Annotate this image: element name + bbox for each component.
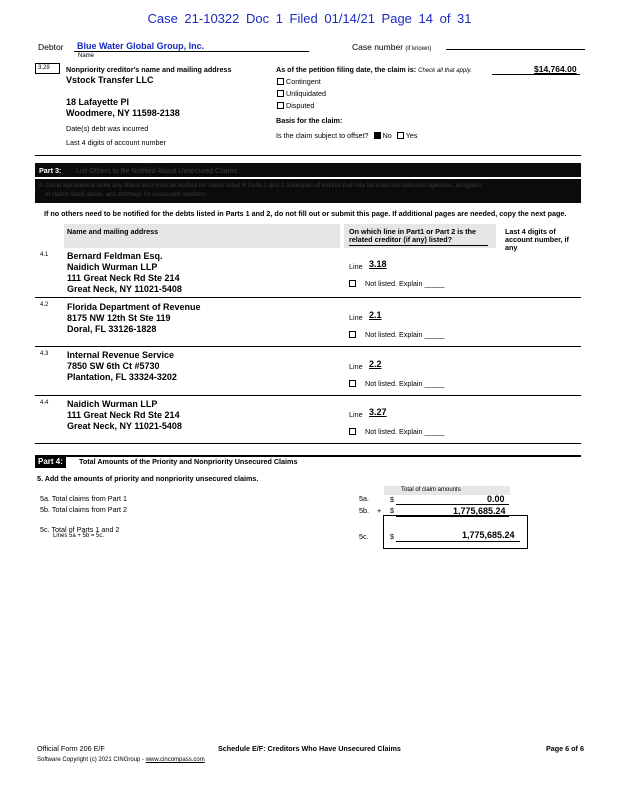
offset-no-checkbox[interactable] <box>374 132 381 139</box>
not-listed-checkbox[interactable] <box>349 280 356 287</box>
entry-line-ref: 2.2 <box>369 359 382 369</box>
debtor-name-caption: Name <box>78 53 95 59</box>
entry-line-label: Line <box>349 410 363 419</box>
col-last4-header-2: account number, if <box>505 235 569 244</box>
entry-address2: Great Neck, NY 11021-5408 <box>67 421 182 431</box>
col-line-header-2: related creditor (if any) listed? <box>349 235 453 244</box>
total-header: Total of claim amounts <box>401 487 461 493</box>
contingent-checkbox[interactable] <box>277 78 284 85</box>
not-listed-checkbox[interactable] <box>349 428 356 435</box>
date-incurred-label: Date(s) debt was incurred <box>66 124 149 133</box>
entry-not-listed[interactable]: Not listed. Explain _____ <box>349 330 445 339</box>
entry-address2: Doral, FL 33126-1828 <box>67 324 157 334</box>
case-number-label: Case number (if known) <box>352 42 432 52</box>
entry-line-ref: 3.18 <box>369 259 387 269</box>
entry-name: Naidich Wurman LLP <box>67 399 158 409</box>
row-5a-dollar: $ <box>390 495 394 504</box>
part3-tag: Part 3: <box>39 166 62 175</box>
row-5b-plus: + <box>377 506 382 515</box>
footer-link[interactable]: www.cincompass.com <box>145 757 205 763</box>
row-5b-dollar: $ <box>390 506 394 515</box>
entry-line-ref: 2.1 <box>369 310 382 320</box>
disputed-checkbox[interactable] <box>277 102 284 109</box>
offset-question: Is the claim subject to offset? No Yes <box>276 131 418 140</box>
claim-amount: $14,764.00 <box>534 64 577 74</box>
entry-line-label: Line <box>349 362 363 371</box>
entry-not-listed[interactable]: Not listed. Explain _____ <box>349 427 445 436</box>
entry-address2: 111 Great Neck Rd Ste 214 <box>67 273 180 283</box>
creditor-address2: Woodmere, NY 11598-2138 <box>66 108 180 118</box>
footer-form: Official Form 206 E/F <box>37 744 105 753</box>
col-name-header: Name and mailing address <box>67 227 159 236</box>
col-last4-header-3: any <box>505 243 518 252</box>
claim-number-box: 3.29 <box>35 63 60 74</box>
entry-address1: Naidich Wurman LLP <box>67 262 158 272</box>
entry-address3: Great Neck, NY 11021-5408 <box>67 284 182 294</box>
part4-instruction: 5. Add the amounts of priority and nonpriority unsecured claims. <box>37 474 259 483</box>
col-line-header-1: On which line in Part1 or Part 2 is the <box>349 227 477 236</box>
row-5c-value: 1,775,685.24 <box>462 530 515 540</box>
entry-line-label: Line <box>349 313 363 322</box>
row-5b-code: 5b. <box>359 506 369 515</box>
part3-desc-line1: 4. List in alphabetical order any others who must be notified for claims listed in Parts 1 and 2. Examples of entities that may be listed are collection agencies, assignees <box>39 183 483 189</box>
creditor-heading: Nonpriority creditor's name and mailing address <box>66 65 232 74</box>
offset-yes-checkbox[interactable] <box>397 132 404 139</box>
row-5a-label: 5a. Total claims from Part 1 <box>40 494 127 503</box>
footer-title: Schedule E/F: Creditors Who Have Unsecured Claims <box>218 744 401 753</box>
entry-number: 4.3 <box>40 351 49 357</box>
entry-address2: Plantation, FL 33324-3202 <box>67 372 177 382</box>
debtor-label: Debtor <box>38 42 64 52</box>
entry-not-listed[interactable]: Not listed. Explain _____ <box>349 279 445 288</box>
unliquidated-checkbox[interactable] <box>277 90 284 97</box>
entry-number: 4.2 <box>40 302 49 308</box>
entry-line-label: Line <box>349 262 363 271</box>
petition-label: As of the petition filing date, the claim is: Check all that apply. <box>276 65 472 74</box>
contingent-option[interactable]: Contingent <box>277 77 321 86</box>
debtor-name: Blue Water Global Group, Inc. <box>77 41 205 51</box>
entry-name: Bernard Feldman Esq. <box>67 251 163 261</box>
disputed-option[interactable]: Disputed <box>277 101 314 110</box>
case-header: Case 21-10322 Doc 1 Filed 01/14/21 Page 14 of 31 <box>147 11 472 26</box>
entry-address1: 7850 SW 6th Ct #5730 <box>67 361 160 371</box>
entry-number: 4.1 <box>40 252 49 258</box>
col-last4-header-1: Last 4 digits of <box>505 227 556 236</box>
entry-name: Internal Revenue Service <box>67 350 175 360</box>
entry-address1: 8175 NW 12th St Ste 119 <box>67 313 171 323</box>
row-5a-value: 0.00 <box>487 494 505 504</box>
entry-number: 4.4 <box>40 400 49 406</box>
row-5b-label: 5b. Total claims from Part 2 <box>40 505 127 514</box>
entry-address1: 111 Great Neck Rd Ste 214 <box>67 410 180 420</box>
row-5b-value: 1,775,685.24 <box>453 506 506 516</box>
last4-label: Last 4 digits of account number <box>66 138 166 147</box>
part3-instruction: If no others need to be notified for the debts listed in Parts 1 and 2, do not fill out or submit this page. If additional pages are needed, copy the next page. <box>44 209 567 218</box>
unliquidated-option[interactable]: Unliquidated <box>277 89 326 98</box>
creditor-name: Vstock Transfer LLC <box>66 75 154 85</box>
row-5a-code: 5a. <box>359 494 369 503</box>
row-5c-label: 5c. Total of Parts 1 and 2 <box>40 525 120 534</box>
entry-name: Florida Department of Revenue <box>67 302 201 312</box>
part3-title: List Others to Be Notified About Unsecured Claims <box>76 166 237 175</box>
creditor-address1: 18 Lafayette Pl <box>66 97 130 107</box>
part4-title: Total Amounts of the Priority and Nonpriority Unsecured Claims <box>79 457 298 466</box>
row-5c-code: 5c. <box>359 532 369 541</box>
basis-label: Basis for the claim: <box>276 116 343 125</box>
not-listed-checkbox[interactable] <box>349 331 356 338</box>
part3-desc-line2: of claims listed above, and attorneys for unsecured creditors. <box>45 192 207 198</box>
footer-page: Page 6 of 6 <box>546 744 584 753</box>
footer-copyright: Software Copyright (c) 2021 CINGroup - www.cincompass.com <box>37 757 205 763</box>
part4-tag: Part 4: <box>35 455 66 468</box>
not-listed-checkbox[interactable] <box>349 380 356 387</box>
entry-line-ref: 3.27 <box>369 407 387 417</box>
row-5c-sub: Lines 5a + 5b = 5c. <box>53 533 105 539</box>
row-5c-dollar: $ <box>390 532 394 541</box>
entry-not-listed[interactable]: Not listed. Explain _____ <box>349 379 445 388</box>
